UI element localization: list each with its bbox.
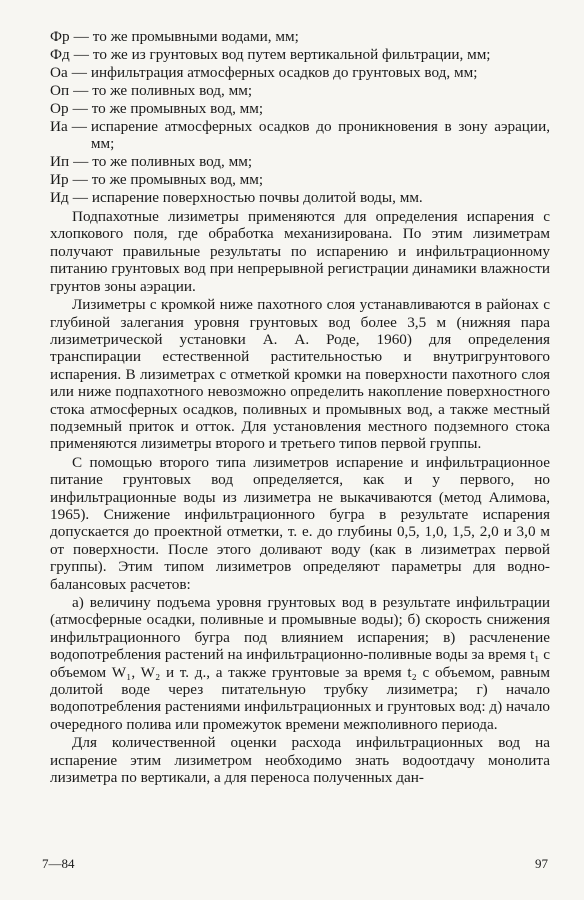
paragraph: Подпахотные лизиметры применяются для определения испарения с хлопкового поля, где обработка механизирована. По этим лизиметрам получают правильные результаты по испарению и инфильтрационному питанию грунтовых вод при непрерывной регистрации динамики влажности грунтов зоны аэрации. (50, 208, 550, 295)
definition-symbol: Ид (50, 188, 69, 206)
signature-mark: 7—84 (42, 856, 75, 871)
definition-text: то же промывных вод, мм; (91, 99, 264, 117)
paragraph: Для количественной оценки расхода инфильтрационных вод на испарение этим лизиметром необходимо знать водоотдачу монолита лизиметра по вертикали, а для переноса полученных дан- (50, 734, 550, 787)
definition-text: то же промывными водами, мм; (92, 28, 299, 45)
definition-text: испарение атмосферных осадков до проникновения в зону аэрации, мм; (90, 117, 550, 152)
definition-item: Оп — то же поливных вод, мм; (50, 82, 550, 99)
definition-symbol: Ип (50, 152, 70, 170)
page-footer (42, 856, 548, 872)
definition-text: инфильтрация атмосферных осадков до грунтовых вод, мм; (90, 63, 478, 81)
paragraph: Лизиметры с кромкой ниже пахотного слоя устанавливаются в районах с глубиной залегания уровня грунтовых вод более 3,5 м (нижняя пара лизиметрической установки А. А. Роде, 1960) для определения транспирации естественной растительностью и внутригрунтового испарения. В лизиметрах с отметкой кромки на поверхности пахотного слоя или ниже подпахотного невозможно определить накопление поверхностного стока атмосферных осадков, поливных и промывных вод, а также местный подземный приток и отток. Для установления местного подземного стока применяются лизиметры второго и третьего типов первой группы. (50, 296, 550, 453)
definition-text: то же поливных вод, мм; (92, 81, 253, 99)
definition-symbol: Иа (50, 117, 68, 135)
definition-text: то же промывных вод, мм; (91, 170, 264, 188)
definition-item: Оа — инфильтрация атмосферных осадков до грунтовых вод, мм; (50, 64, 550, 81)
definition-item: Фд — то же из грунтовых вод путем вертикальной фильтрации, мм; (50, 46, 550, 63)
definition-item: Ип — то же поливных вод, мм; (50, 153, 550, 170)
page-body (50, 28, 550, 786)
definition-text: испарение поверхностью почвы долитой воды, мм. (91, 188, 423, 206)
definition-item: Иа — испарение атмосферных осадков до проникновения в зону аэрации, мм; (50, 117, 550, 152)
definition-item: Ид — испарение поверхностью почвы долитой воды, мм. (50, 189, 550, 206)
definition-symbol: Фд (50, 45, 70, 63)
definition-text: то же поливных вод, мм; (92, 152, 253, 170)
paragraph: а) величину подъема уровня грунтовых вод в результате инфильтрации (атмосферные осадки, поливные и промывные воды); б) скорость снижения инфильтрационного бугра под влиянием испарения; в) расчленение водопотребления растений на инфильтрационно-поливные воды за время t₁ с объемом W₁, W₂ и т. д., а также грунтовые за время t₂ с объемом, равным долитой воде через питательную трубку лизиметра; г) начало водопотребления растениями инфильтрационных и грунтовых вод: д) начало очередного полива или промежуток времени межполивного периода. (50, 594, 550, 733)
paragraph: С помощью второго типа лизиметров испарение и инфильтрационное питание грунтовых вод определяется, как и у первого, но инфильтрационные воды из лизиметра не выкачиваются (метод Алимова, 1965). Снижение инфильтрационного бугра в результате испарения допускается до проектной отметки, т. е. до глубины 0,5, 1,0, 1,5, 2,0 и 3,0 м от поверхности. После этого доливают воду (как в лизиметрах первой группы). Этим типом лизиметров определяют параметры для водно-балансовых расчетов: (50, 453, 550, 593)
definition-symbol: Оа (50, 63, 68, 81)
definition-symbol: Оп (50, 81, 70, 99)
page-number: 97 (535, 856, 548, 871)
definition-symbol: Фр (50, 28, 70, 45)
definition-symbol: Ир (50, 170, 69, 188)
definitions-list (50, 28, 550, 206)
definition-item: Фр — то же промывными водами, мм; (50, 28, 550, 45)
definition-item: Ор — то же промывных вод, мм; (50, 100, 550, 117)
definition-text: то же из грунтовых вод путем вертикальной фильтрации, мм; (92, 45, 491, 63)
definition-symbol: Ор (50, 99, 69, 117)
definition-item: Ир — то же промывных вод, мм; (50, 171, 550, 188)
